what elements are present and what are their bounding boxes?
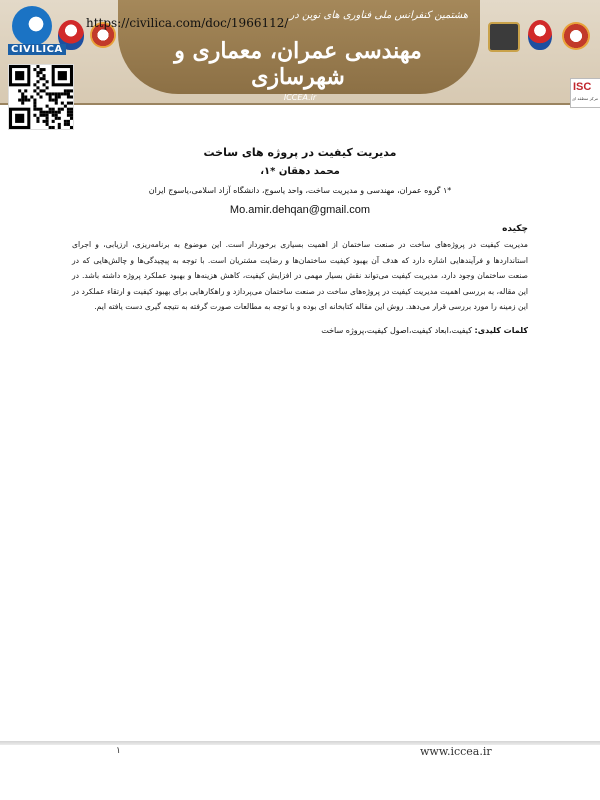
document-url-link[interactable]: https://civilica.com/doc/1966112/ xyxy=(86,16,289,30)
civilica-logo[interactable] xyxy=(4,6,63,55)
university-emblem-icon xyxy=(528,20,552,50)
qr-code[interactable] xyxy=(8,64,74,130)
footer-site-link[interactable]: www.iccea.ir xyxy=(420,745,492,758)
isc-logo[interactable] xyxy=(570,78,600,108)
qr-code-icon xyxy=(9,65,73,129)
paper-title: مدیریت کیفیت در پروژه های ساخت xyxy=(203,146,397,159)
seal-emblem-icon xyxy=(562,22,590,50)
civilica-logo-icon xyxy=(12,6,52,46)
conference-title: مهندسی عمران، معماری و شهرسازی xyxy=(174,38,422,90)
footer-divider xyxy=(0,741,600,745)
civilica-logo-text: CIVILICA xyxy=(8,44,66,55)
page-number: ۱ xyxy=(116,746,121,756)
isc-logo-subtext: مرکز منطقه ای xyxy=(572,96,599,101)
abstract-heading: چکیده xyxy=(502,224,528,234)
conference-subtitle: هشتمین کنفرانس ملی فناوری های نوین در xyxy=(289,10,468,21)
author-name: محمد دهقان *۱، xyxy=(260,166,340,177)
conference-site: ICCEA.ir xyxy=(283,93,317,102)
keywords-label: کلمات کلیدی: xyxy=(474,326,528,335)
author-affiliation: *۱ گروه عمران، مهندسی و مدیریت ساخت، واحد یاسوج، دانشگاه آزاد اسلامی،یاسوج ایران xyxy=(148,186,452,195)
keywords-list: کیفیت،ابعاد کیفیت،اصول کیفیت،پروژه ساخت xyxy=(321,326,472,335)
keywords-line xyxy=(72,326,528,335)
abstract-body: مدیریت کیفیت در پروژه‌های ساخت در صنعت ساختمان از اهمیت بسیاری برخوردار است. این موضوع به برنامه‌ریزی، ارزیابی، و اجرای استانداردها و فرآیندهایی اشاره دارد که هدف آن بهبود کیفیت ساختمان‌ها و رضایت مشتریان است. با توجه به پیچیدگی‌ها و چالش‌هایی که در صنعت ساختمان وجود دارد، مدیریت کیفیت می‌تواند نقش بسیار مهمی در افزایش کیفیت، کاهش هزینه‌ها و بهبود عملکرد پروژه داشته باشد. در این مقاله، به بررسی اهمیت مدیریت کیفیت در پروژه‌های ساخت در صنعت ساختمان می‌پردازد و راهکارهایی برای بهبود کیفیت و ارتقاء عملکرد در این زمینه را مورد بررسی قرار می‌دهد. روش این مقاله کتابخانه ای بوده و با توجه به مطالعات صورت گرفته به نتیجه گیری دست یافته ایم. xyxy=(72,240,528,311)
institute-emblem-icon xyxy=(488,22,520,52)
isc-logo-text: ISC xyxy=(573,81,592,93)
author-email[interactable]: Mo.amir.dehqan@gmail.com xyxy=(229,204,371,216)
